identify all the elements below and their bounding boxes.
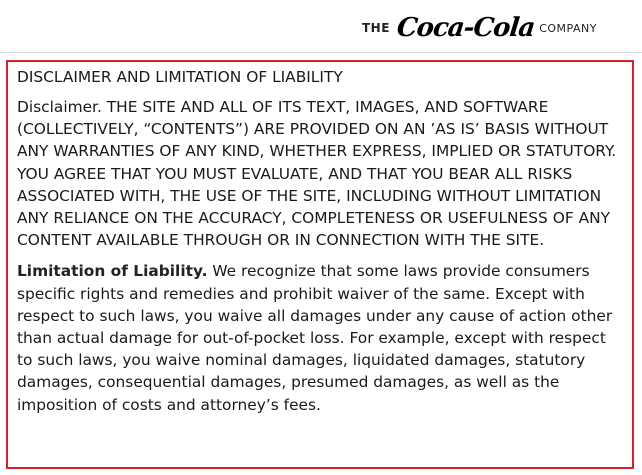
highlighted-disclaimer-section <box>6 60 634 469</box>
site-header <box>0 0 642 53</box>
section-title: DISCLAIMER AND LIMITATION OF LIABILITY <box>17 68 343 86</box>
disclaimer-label: Disclaimer. <box>17 98 102 116</box>
limitation-text: We recognize that some laws provide consumers specific rights and remedies and prohibit waiver of the same. Except with respect to such laws, you waive all damages under any cause of action other than actual damage for out-of-pocket loss. For example, except with respect to such laws, you waive nominal damages, liquidated damages, statutory damages, consequential damages, presumed damages, as well as the imposition of costs and attorney’s fees. <box>17 262 613 414</box>
brand-logo-link[interactable] <box>362 10 597 46</box>
disclaimer-text: THE SITE AND ALL OF ITS TEXT, IMAGES, AND SOFTWARE (COLLECTIVELY, “CONTENTS”) ARE PROVIDED ON AN ’AS IS’ BASIS WITHOUT ANY WARRANTIES OF ANY KIND, WHETHER EXPRESS, IMPLIED OR STATUTORY. YOU AGREE THAT YOU MUST EVALUATE, AND THAT YOU BEAR ALL RISKS ASSOCIATED WITH, THE USE OF THE SITE, INCLUDING WITHOUT LIMITATION ANY RELIANCE ON THE ACCURACY, COMPLETENESS OR USEFULNESS OF ANY CONTENT AVAILABLE THROUGH OR IN CONNECTION WITH THE SITE. <box>17 98 617 250</box>
limitation-label: Limitation of Liability. <box>17 262 208 281</box>
disclaimer-paragraph <box>17 96 624 251</box>
brand-prefix: THE <box>362 21 390 35</box>
coca-cola-logo: Coca-Cola <box>395 13 536 43</box>
brand-suffix: COMPANY <box>539 21 597 35</box>
limitation-paragraph <box>17 260 624 415</box>
